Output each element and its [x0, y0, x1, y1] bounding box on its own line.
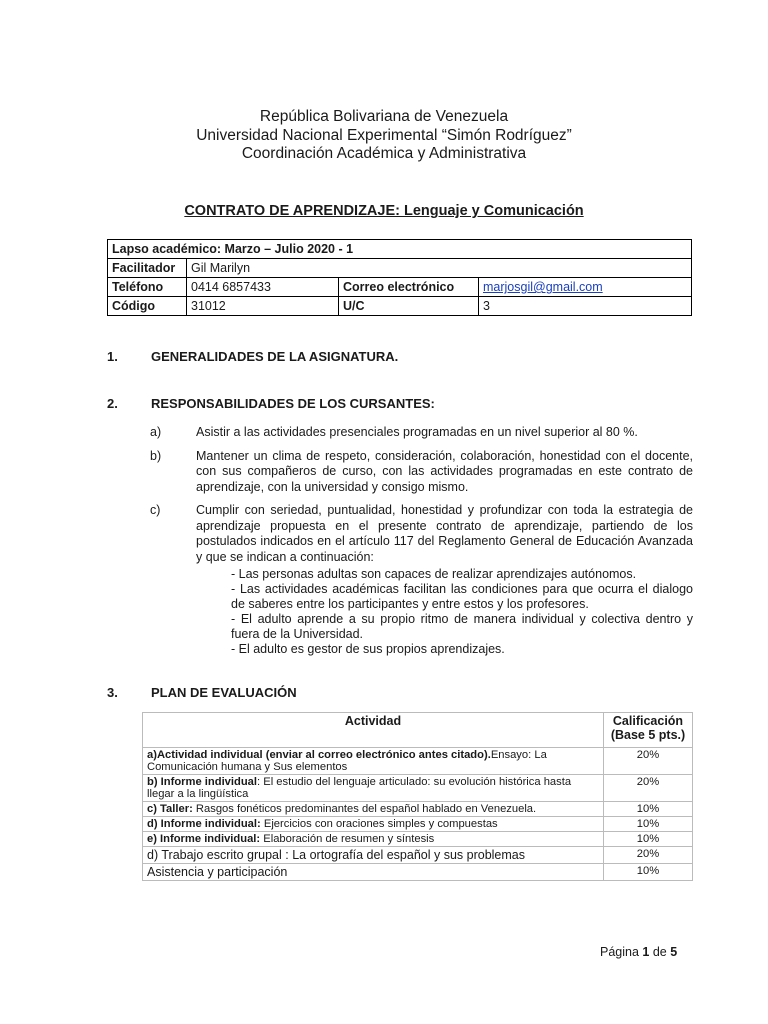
list-item [150, 449, 693, 496]
list-item: - Las personas adultas son capaces de realizar aprendizajes autónomos. [231, 567, 637, 581]
section-title: RESPONSABILIDADES DE LOS CURSANTES: [151, 396, 435, 411]
table-row [143, 802, 693, 817]
evaluation-table [142, 712, 693, 881]
list-item: - El adulto aprende a su propio ritmo de manera individual y colectiva dentro y fuera de la Universidad. [231, 612, 693, 641]
section-number: 1. [107, 349, 118, 364]
correo-cell [479, 278, 692, 297]
section-title: GENERALIDADES DE LA ASIGNATURA. [151, 349, 399, 364]
table-row [108, 278, 692, 297]
uc-label: U/C [339, 297, 479, 316]
grade-column-header [604, 713, 693, 748]
activity-text: Ejercicios con oraciones simples y compuestas [260, 818, 498, 830]
activity-cell [143, 864, 604, 881]
activity-bold: c) Taller: [147, 803, 193, 815]
activity-text: : El estudio del lenguaje articulado: su evolución histórica hasta llegar a la lingüística [147, 776, 572, 800]
table-row [108, 259, 692, 278]
activity-cell [143, 775, 604, 802]
grade-header-line-1: Calificación [612, 714, 684, 728]
grade-header-line-2: (Base 5 pts.) [610, 728, 686, 742]
postulates-list [231, 567, 693, 657]
activity-bold: d) Informe individual: [147, 818, 261, 830]
facilitador-value: Gil Marilyn [187, 259, 692, 278]
responsibilities-list [150, 425, 693, 570]
document-title-text: CONTRATO DE APRENDIZAJE: Lenguaje y Comunicación [184, 203, 584, 219]
item-text: Mantener un clima de respeto, consideración, colaboración, honestidad con el docente, con sus compañeros de curso, con las actividades programadas en este contrato de aprendizaje, con la universidad y consigo mismo. [196, 448, 693, 494]
table-header-row [143, 713, 693, 748]
page-word: Página [600, 945, 639, 959]
header-line-3: Coordinación Académica y Administrativa [241, 145, 527, 162]
list-item: - El adulto es gestor de sus propios aprendizajes. [231, 642, 505, 656]
course-info-table [107, 239, 692, 316]
of-word: de [652, 945, 667, 959]
table-row [143, 817, 693, 832]
section-title: PLAN DE EVALUACIÓN [151, 685, 297, 700]
correo-label: Correo electrónico [339, 278, 479, 297]
section-3-heading [107, 685, 297, 700]
item-text: Asistir a las actividades presenciales programadas en un nivel superior al 80 %. [196, 425, 638, 439]
telefono-value: 0414 6857433 [187, 278, 339, 297]
item-text: Cumplir con seriedad, puntualidad, honestidad y profundizar con toda la estrategia de aprendizaje propuesta en el presente contrato de aprendizaje, partiendo de los postulados indicados en el artículo 117 del Reglamento General de Educación Avanzada y que se indican a continuación: [196, 503, 693, 564]
table-row [108, 240, 692, 259]
codigo-label: Código [108, 297, 187, 316]
header-line-1: República Bolivariana de Venezuela [259, 108, 509, 125]
activity-cell [143, 832, 604, 847]
grade-cell: 20% [604, 775, 693, 802]
grade-cell: 20% [604, 748, 693, 775]
table-row [143, 748, 693, 775]
activity-bold: a)Actividad individual (enviar al correo electrónico antes citado). [147, 749, 491, 761]
activity-text: Rasgos fonéticos predominantes del español hablado en Venezuela. [192, 803, 537, 815]
codigo-value: 31012 [187, 297, 339, 316]
activity-cell [143, 817, 604, 832]
grade-cell: 10% [604, 817, 693, 832]
activity-column-header: Actividad [143, 713, 604, 748]
lapso-cell: Lapso académico: Marzo – Julio 2020 - 1 [108, 240, 692, 259]
item-marker: b) [150, 448, 162, 463]
telefono-label: Teléfono [108, 278, 187, 297]
activity-cell [143, 802, 604, 817]
grade-cell: 10% [604, 832, 693, 847]
table-row [143, 864, 693, 881]
activity-text: d) Trabajo escrito grupal : La ortografía del español y sus problemas [147, 848, 525, 862]
activity-text: Ensayo: La Comunicación humana y Sus elementos [147, 749, 547, 773]
activity-bold: b) Informe individual [147, 776, 258, 788]
grade-cell: 10% [604, 864, 693, 881]
item-marker: c) [150, 503, 161, 517]
header-line-2: Universidad Nacional Experimental “Simón Rodríguez” [196, 126, 572, 144]
section-2-heading [107, 396, 435, 411]
activity-text: Asistencia y participación [147, 865, 288, 879]
total-pages: 5 [670, 945, 678, 959]
activity-cell [143, 748, 604, 775]
grade-cell: 10% [604, 802, 693, 817]
section-number: 3. [107, 685, 118, 700]
activity-cell [143, 847, 604, 864]
uc-value: 3 [479, 297, 692, 316]
institution-header [0, 108, 768, 164]
table-row [143, 775, 693, 802]
list-item: - Las actividades académicas facilitan las condiciones para que ocurra el dialogo de saberes entre los participantes y entre estos y los profesores. [231, 582, 693, 611]
email-link[interactable]: marjosgil@gmail.com [483, 280, 603, 294]
facilitador-label: Facilitador [108, 259, 187, 278]
document-title [0, 203, 768, 219]
table-row [108, 297, 692, 316]
current-page: 1 [642, 945, 650, 959]
table-row [143, 847, 693, 864]
section-1-heading [107, 349, 398, 364]
list-item [150, 425, 693, 441]
item-marker: a) [150, 425, 162, 439]
list-item [150, 503, 693, 565]
table-row [143, 832, 693, 847]
grade-cell: 20% [604, 847, 693, 864]
activity-bold: e) Informe individual: [147, 833, 261, 845]
section-number: 2. [107, 396, 118, 411]
page-number [600, 945, 677, 959]
activity-text: Elaboración de resumen y síntesis [260, 833, 435, 845]
